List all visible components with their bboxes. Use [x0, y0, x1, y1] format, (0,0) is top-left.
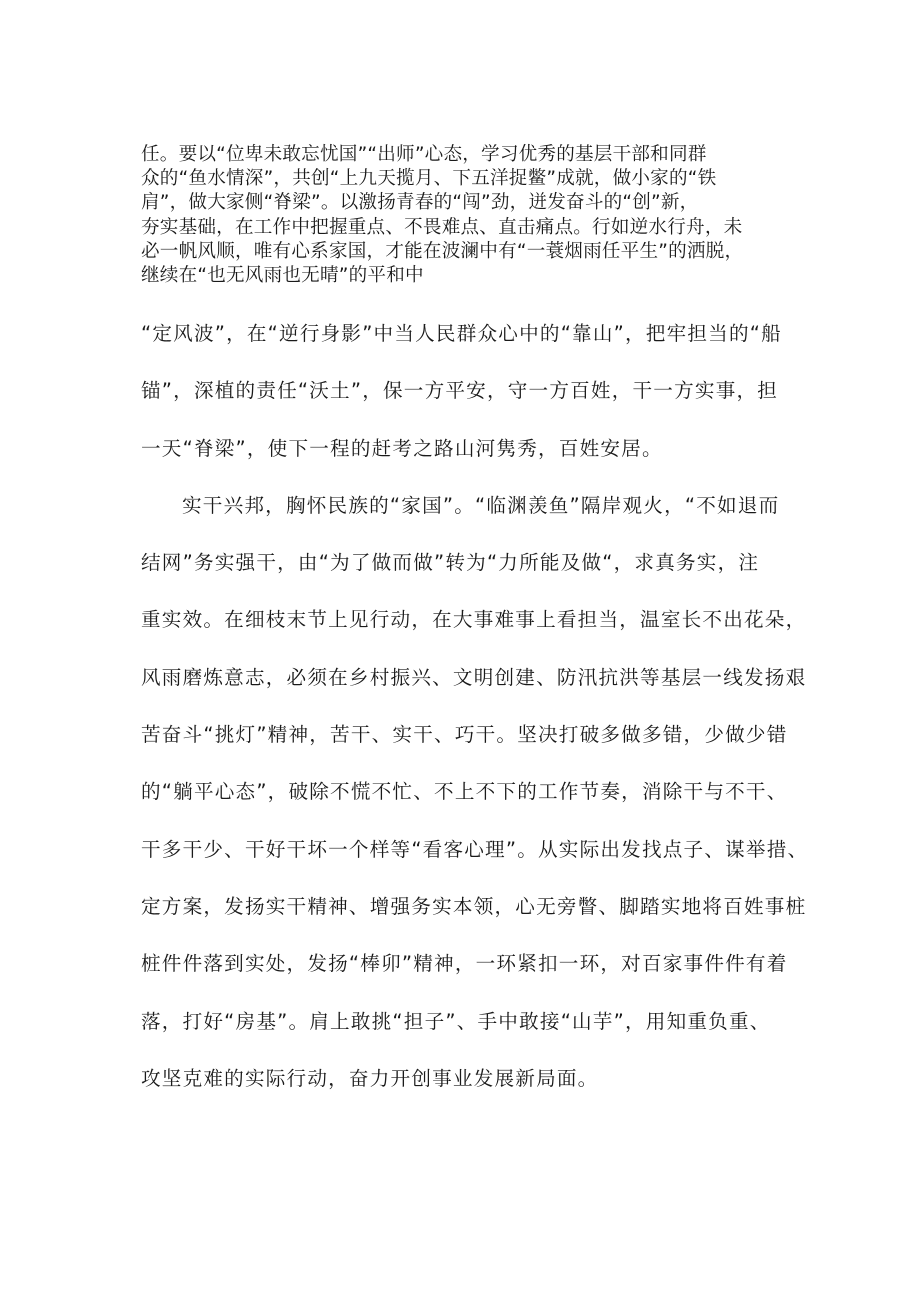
text-line: 风雨磨炼意志，必须在乡村振兴、文明创建、防汛抗洪等基层一线发扬艰	[141, 665, 807, 689]
text-line: 攻坚克难的实际行动，奋力开创事业发展新局面。	[141, 1066, 599, 1090]
text-line: 必一帆风顺，唯有心系家国，才能在波澜中有“一蓑烟雨任平生”的洒脱，	[141, 240, 744, 262]
paragraph-dense	[141, 143, 801, 288]
text-line: “定风波”，在“逆行身影”中当人民群众心中的“靠山”，把牢担当的“船	[141, 322, 782, 345]
text-line: 干多干少、干好干坏一个样等“看客心理”。从实际出发找点子、谋举措、	[141, 837, 809, 861]
text-line: 夯实基础，在工作中把握重点、不畏难点、直击痛点。行如逆水行舟，未	[141, 216, 743, 238]
paragraph-spaced	[141, 317, 809, 1119]
text-line: 众的“鱼水情深”，共创“上九天揽月、下五洋捉鳖”成就，做小家的“铁	[141, 168, 717, 190]
text-line: 实干兴邦，胸怀民族的“家国”。“临渊羡鱼”隔岸观火，“不如退而	[182, 493, 780, 517]
text-line: 继续在“也无风雨也无晴”的平和中	[141, 264, 424, 286]
text-line: 定方案，发扬实干精神、增强务实本领，心无旁瞥、脚踏实地将百姓事桩	[141, 894, 807, 918]
text-line: 的“躺平心态”，破除不慌不忙、不上不下的工作节奏，消除干与不干、	[141, 780, 788, 804]
text-line: 任。要以“位卑未敢忘忧国”“出师”心态，学习优秀的基层干部和同群	[141, 144, 707, 165]
text-line: 落，打好“房基”。肩上敢挑“担子”、手中敢接“山芋”，用知重负重、	[141, 1009, 771, 1033]
text-line: 结网”务实强干，由“为了做而做”转为“力所能及做“，求真务实，注	[141, 551, 760, 575]
text-line: 桩件件落到实处，发扬“棒卯”精神，一环紧扣一环，对百家事件件有着	[141, 952, 788, 976]
text-line: 重实效。在细枝末节上见行动，在大事难事上看担当，温室长不出花朵，	[141, 608, 807, 632]
text-line: 锚”，深植的责任“沃土”，保一方平安，守一方百姓，干一方实事，担	[141, 379, 779, 403]
text-line: 一天“脊梁”，使下一程的赶考之路山河隽秀，百姓安居。	[141, 436, 663, 460]
text-line: 苦奋斗“挑灯”精神，苦干、实干、巧干。坚决打破多做多错，少做少错	[141, 723, 788, 747]
text-line: 肩”，做大家侧“脊梁”。以激扬青春的“闯”劲，迸发奋斗的“创”新，	[141, 192, 699, 214]
